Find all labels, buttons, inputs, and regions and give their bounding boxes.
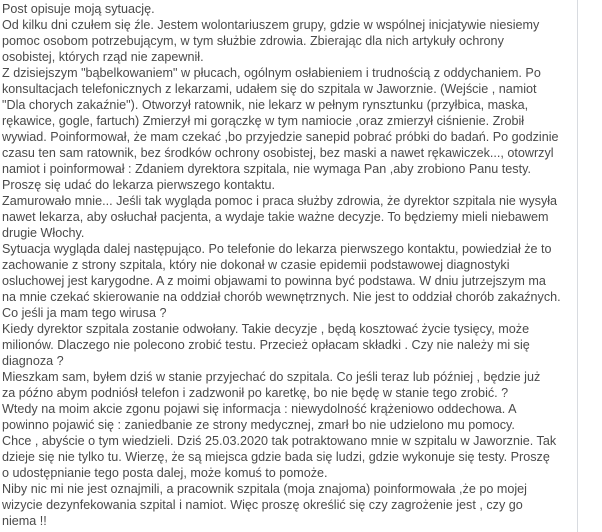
post-text-line: Proszę się udać do lekarza pierwszego kontaktu. (2, 178, 276, 192)
post-text-line: Niby nic mi nie jest oznajmili, a pracownik szpitala (moja znajoma) poinformowała ,że po mojej (2, 482, 527, 496)
post-text-line: Post opisuje moją sytuację. (2, 2, 155, 16)
post-text-line: Chce , abyście o tym wiedzieli. Dziś 25.03.2020 tak potraktowano mnie w szpitalu w Jaworznie. Tak (2, 434, 557, 448)
post-text-line: nawet lekarza, aby osłuchał pacjenta, a wydaje takie ważne decyzje. To będziemy mieli niebawem (2, 210, 549, 224)
post-text-line: wywiad. Poinformował, że mam czekać ,bo przyjedzie sanepid pobrać próbki do badań. Po godzinie (2, 130, 559, 144)
post-text-line: pomoc osobom potrzebującym, w tym służbie zdrowia. Zbierając dla nich artykuły ochrony (2, 34, 504, 48)
post-text-line: niema !! (2, 514, 47, 528)
post-text-line: o udostępnianie tego posta dalej, może komuś to pomoże. (2, 466, 328, 480)
post-text-line: dzieje się nie tylko tu. Wierzę, że są miejsca gdzie bada się ludzi, gdzie wykonuje się testy. Proszę (2, 450, 550, 464)
post-body (2, 1, 575, 529)
right-margin-strip (578, 0, 602, 532)
post-text-line: namiot i poinformował : Zdaniem dyrektora szpitala, nie wymaga Pan ,aby zrobiono Panu testy. (2, 162, 531, 176)
post-text-line: Wtedy na moim akcie zgonu pojawi się informacja : niewydolność krążeniowo oddechowa. A (2, 402, 517, 416)
post-text-line: Sytuacja wygląda dalej następująco. Po telefonie do lekarza pierwszego kontaktu, powiedział że to (2, 242, 552, 256)
post-text-line: Mieszkam sam, byłem dziś w stanie przyjechać do szpitala. Co jeśli teraz lub później , będzie już (2, 370, 541, 384)
post-text-line: Co jeśli ja mam tego wirusa ? (2, 306, 167, 320)
post-text-line: "Dla chorych zakaźnie"). Otworzył ratownik, nie lekarz w pełnym rynsztunku (przyłbica, maska, (2, 98, 529, 112)
post-text-line: Od kilku dni czułem się źle. Jestem wolontariuszem grupy, gdzie w wspólnej inicjatywie niesiemy (2, 18, 540, 32)
post-text-line: milionów. Dlaczego nie polecono zrobić testu. Przecież opłacam składki . Czy nie należy mi się (2, 338, 530, 352)
post-text-line: zachowanie z strony szpitala, który nie dokonał w czasie epidemii podstawowej diagnostyki (2, 258, 510, 272)
post-text-line: osobistej, których rząd nie zapewnił. (2, 50, 204, 64)
post-text-line: diagnoza ? (2, 354, 64, 368)
post-text-line: Zamurowało mnie... Jeśli tak wygląda pomoc i praca służby zdrowia, że dyrektor szpitala nie wysyła (2, 194, 558, 208)
post-text-line: Z dzisiejszym "bąbelkowaniem" w płucach, ogólnym osłabieniem i trudnością z oddychaniem. Po (2, 66, 541, 80)
post-text-line: konsultacjach telefonicznych z lekarzami, udałem się do szpitala w Jaworznie. (Wejście , namiot (2, 82, 537, 96)
post-text-line: Kiedy dyrektor szpitala zostanie odwołany. Takie decyzje , będą kosztować życie tysięcy, może (2, 322, 530, 336)
post-text-line: drugie Włochy. (2, 226, 85, 240)
post-text-line: powinno pojawić się : zaniedbanie ze strony medycznej, zmarł bo nie udzielono mu pomocy. (2, 418, 515, 432)
post-text-line: czasu ten sam ratownik, bez środków ochrony osobistej, bez maski a nawet rękawiczek..., otowrzyl (2, 146, 554, 160)
post-text-line: wizycie dezynfekowania szpital i namiot. Więc proszę określić się czy zagrożenie jest , czy go (2, 498, 523, 512)
post-text-line: osluchowej jest karygodne. A z moimi objawami to powinna być podstawa. W dniu jutrzejszym ma (2, 274, 546, 288)
post-text-line: za późno abym podniósł telefon i zadzwonił po karetkę, bo nie będę w stanie tego zrobić. ? (2, 386, 509, 400)
post-text-line: rękawice, gogle, fartuch) Zmierzył mi gorączkę w tym namiocie ,oraz zmierzył ciśnienie. Zrobił (2, 114, 525, 128)
post-text-line: na mnie czekać skierowanie na oddział chorób wewnętrznych. Nie jest to oddział chorób zakaźnych. (2, 290, 561, 304)
